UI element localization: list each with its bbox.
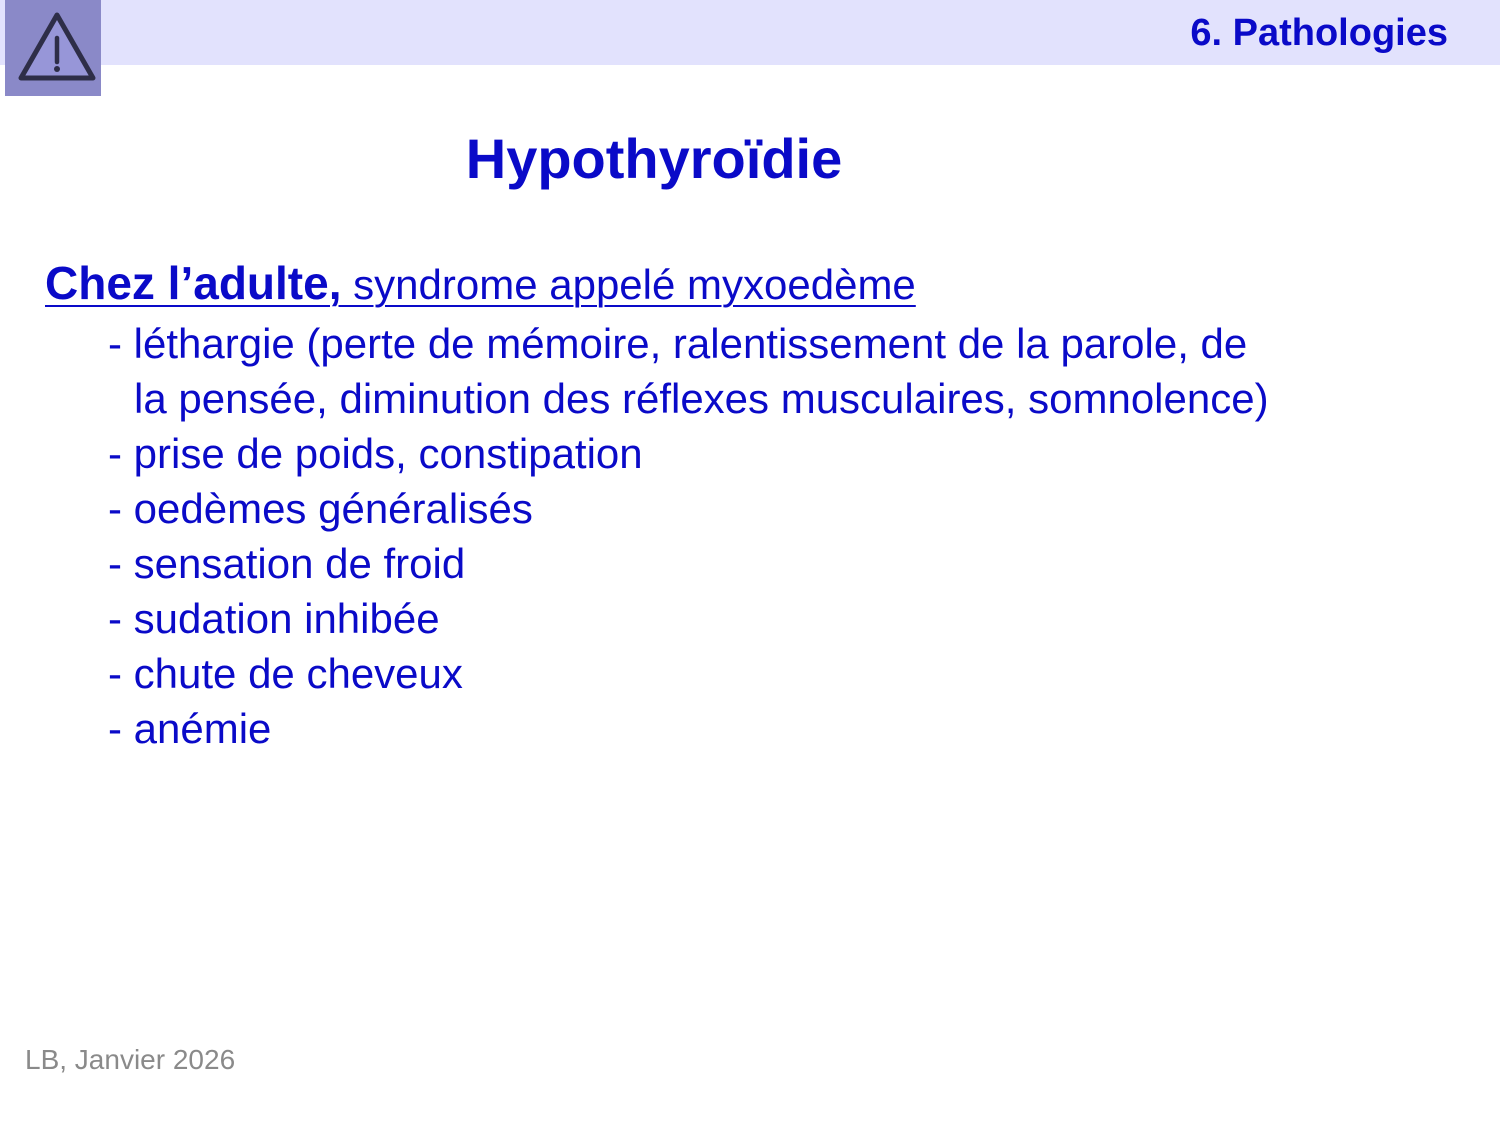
list-item: - anémie <box>108 705 272 752</box>
subheading-rest: syndrome appelé myxoedème <box>341 261 916 308</box>
subheading-bold: Chez l’adulte, <box>45 257 342 309</box>
list-item: - sensation de froid <box>108 540 466 587</box>
list-item: - sudation inhibée <box>108 595 440 642</box>
list-item: - prise de poids, constipation <box>108 430 643 477</box>
slide-title: Hypothyroïdie <box>465 127 843 190</box>
list-item: - chute de cheveux <box>108 650 463 697</box>
subheading <box>45 256 916 310</box>
list-item-line: - léthargie (perte de mémoire, ralentissement de la parole, de <box>108 320 1248 367</box>
list-item <box>108 316 1269 426</box>
symptom-list <box>108 316 1269 756</box>
list-item-line: la pensée, diminution des réflexes musculaires, somnolence) <box>134 375 1269 422</box>
list-item: - oedèmes généralisés <box>108 485 533 532</box>
footer-text: LB, Janvier 2026 <box>25 1044 236 1075</box>
warning-icon <box>5 0 101 96</box>
section-label: 6. Pathologies <box>1190 12 1448 54</box>
